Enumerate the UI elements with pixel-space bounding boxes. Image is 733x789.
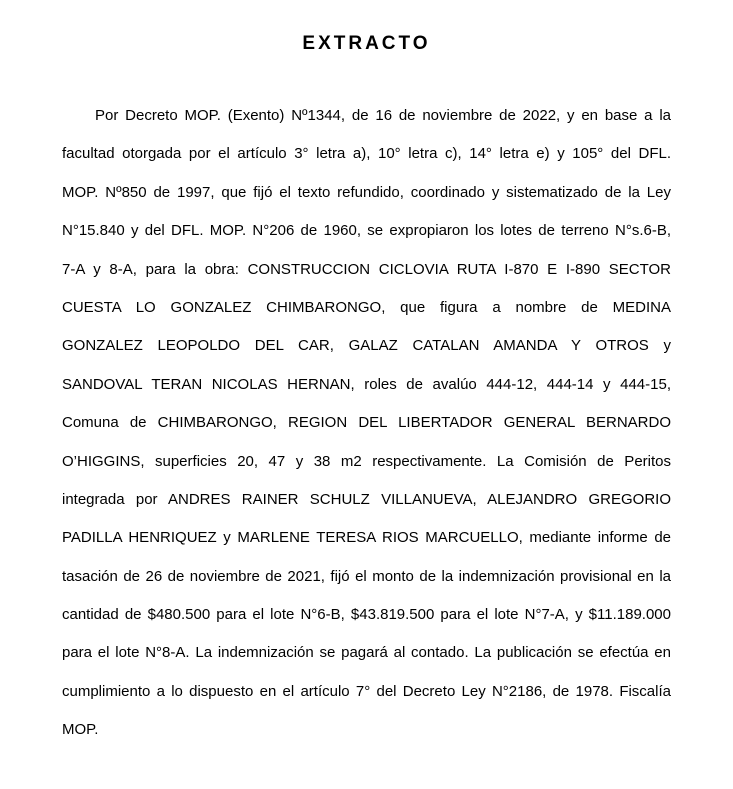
paragraph-line: tasación de 26 de noviembre de 2021, fijó el monto de la indemnización provisional en la xyxy=(62,567,671,585)
paragraph-line: cumplimiento a lo dispuesto en el artículo 7° del Decreto Ley N°2186, de 1978. Fiscalía xyxy=(62,682,671,700)
paragraph-line: Por Decreto MOP. (Exento) Nº1344, de 16 de noviembre de 2022, y en base a la xyxy=(95,107,671,124)
paragraph-line: O’HIGGINS, superficies 20, 47 y 38 m2 respectivamente. La Comisión de Peritos xyxy=(62,452,671,470)
paragraph-line: N°15.840 y del DFL. MOP. N°206 de 1960, se expropiaron los lotes de terreno N°s.6-B, xyxy=(62,222,671,240)
paragraph-line: MOP. xyxy=(62,721,99,739)
paragraph-line: SANDOVAL TERAN NICOLAS HERNAN, roles de avalúo 444-12, 444-14 y 444-15, xyxy=(62,375,671,393)
paragraph-line: facultad otorgada por el artículo 3° letra a), 10° letra c), 14° letra e) y 105° del DFL. xyxy=(62,145,671,163)
paragraph-line: Comuna de CHIMBARONGO, REGION DEL LIBERTADOR GENERAL BERNARDO xyxy=(62,414,671,432)
paragraph-line: 7-A y 8-A, para la obra: CONSTRUCCION CICLOVIA RUTA I-870 E I-890 SECTOR xyxy=(62,260,671,278)
paragraph-line: MOP. Nº850 de 1997, que fijó el texto refundido, coordinado y sistematizado de la Ley xyxy=(62,183,671,201)
extract-paragraph xyxy=(62,97,671,750)
paragraph-line: GONZALEZ LEOPOLDO DEL CAR, GALAZ CATALAN AMANDA Y OTROS y xyxy=(62,337,671,355)
document-title: EXTRACTO xyxy=(302,33,431,54)
paragraph-line: PADILLA HENRIQUEZ y MARLENE TERESA RIOS MARCUELLO, mediante informe de xyxy=(62,529,671,547)
paragraph-line: CUESTA LO GONZALEZ CHIMBARONGO, que figura a nombre de MEDINA xyxy=(62,298,671,316)
paragraph-line: para el lote N°8-A. La indemnización se pagará al contado. La publicación se efectúa en xyxy=(62,644,671,662)
paragraph-line: cantidad de $480.500 para el lote N°6-B, $43.819.500 para el lote N°7-A, y $11.189.000 xyxy=(62,606,671,624)
paragraph-line: integrada por ANDRES RAINER SCHULZ VILLANUEVA, ALEJANDRO GREGORIO xyxy=(62,490,671,508)
